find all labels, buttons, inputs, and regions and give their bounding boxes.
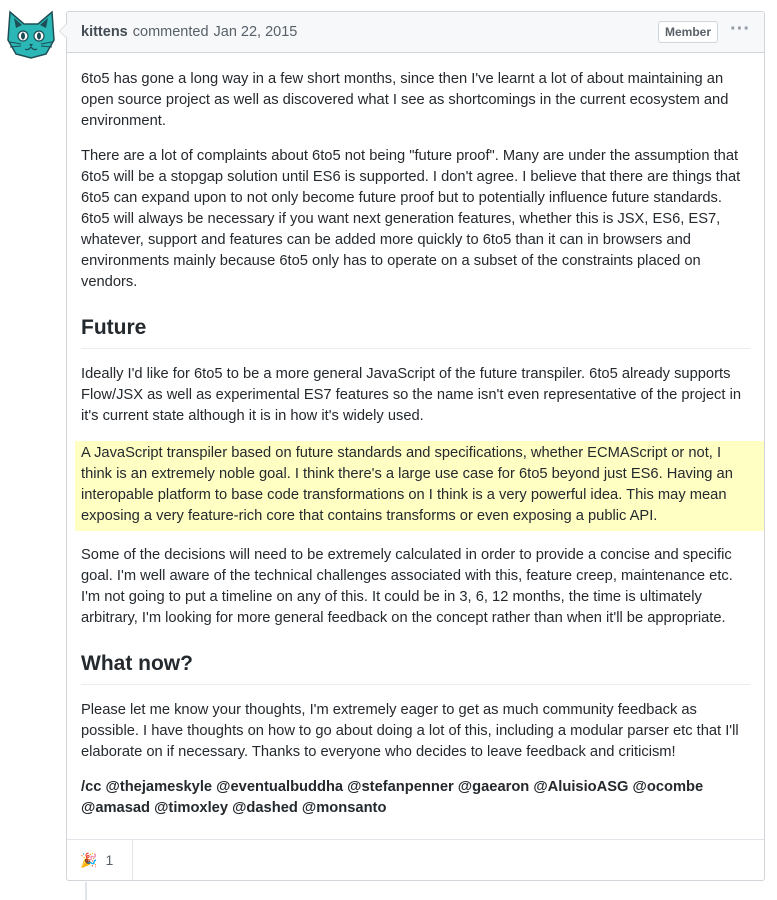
comment-header bbox=[67, 12, 764, 53]
reactions-bar bbox=[67, 839, 764, 880]
heading-what-now: What now? bbox=[81, 651, 750, 685]
cc-mentions[interactable]: /cc @thejameskyle @eventualbuddha @stefanpenner @gaearon @AluisioASG @ocombe @amasad @timoxley @dashed @monsanto bbox=[81, 779, 704, 816]
cat-avatar-icon bbox=[6, 10, 56, 60]
paragraph-future-proof: There are a lot of complaints about 6to5 not being "future proof". Many are under the assumption that 6to5 will be a stopgap solution until ES6 is supported. I don't agree. I believe that there are things that 6to5 can expand upon to not only become future proof but to potentially influence future standards. 6to5 will always be necessary if you want next generation features, whether this is JSX, ES6, ES7, whatever, support and features can be added more quickly to 6to5 than it can in browsers and environments mainly because 6to5 only has to operate on a subset of the constraints placed on vendors. bbox=[81, 148, 741, 290]
comment-box bbox=[66, 11, 765, 881]
heading-future: Future bbox=[81, 315, 750, 349]
paragraph-decisions: Some of the decisions will need to be extremely calculated in order to provide a concise and specific goal. I'm well aware of the technical challenges associated with this, feature creep, maintenance etc. I'm not going to put a timeline on any of this. It could be in 3, 6, 12 months, the time is ultimately arbitrary, I'm looking for more general feedback on the concept rather than when it'll be appropriate. bbox=[81, 547, 733, 626]
reaction-count: 1 bbox=[105, 852, 114, 868]
paragraph-feedback: Please let me know your thoughts, I'm extremely eager to get as much community feedback as possible. I have thoughts on how to go about doing a lot of this, including a modular parser etc that I'll elaborate on if necessary. Thanks to everyone who decides to leave feedback and criticism! bbox=[81, 702, 739, 760]
avatar[interactable] bbox=[6, 10, 56, 60]
member-badge: Member bbox=[658, 21, 718, 43]
party-popper-icon: 🎉 bbox=[80, 851, 98, 868]
author-link[interactable]: kittens bbox=[81, 24, 128, 40]
more-options-icon[interactable]: ··· bbox=[730, 18, 750, 40]
timeline-line bbox=[85, 882, 87, 900]
paragraph-future-intro: Ideally I'd like for 6to5 to be a more general JavaScript of the future transpiler. 6to5 already supports Flow/JSX as well as experimental ES7 features so the name isn't even representative of the project in it's current state although it is in how it's widely used. bbox=[81, 366, 741, 424]
reaction-hooray-button[interactable] bbox=[67, 840, 133, 880]
comment-date-link[interactable]: Jan 22, 2015 bbox=[213, 24, 298, 40]
paragraph-intro: 6to5 has gone a long way in a few short months, since then I've learnt a lot of about maintaining an open source project as well as discovered what I see as shortcomings in the current ecosystem and environment. bbox=[81, 71, 729, 129]
comment-action: commented bbox=[132, 24, 209, 40]
comment-body bbox=[67, 53, 764, 819]
highlighted-paragraph: A JavaScript transpiler based on future standards and specifications, whether ECMAScript or not, I think is an extremely noble goal. I think there's a large use case for 6to5 beyond just ES6. Having an interopable platform to base code transformations on I think is a very powerful idea. This may mean exposing a very feature-rich core that contains transforms or even exposing a public API. bbox=[75, 441, 764, 531]
